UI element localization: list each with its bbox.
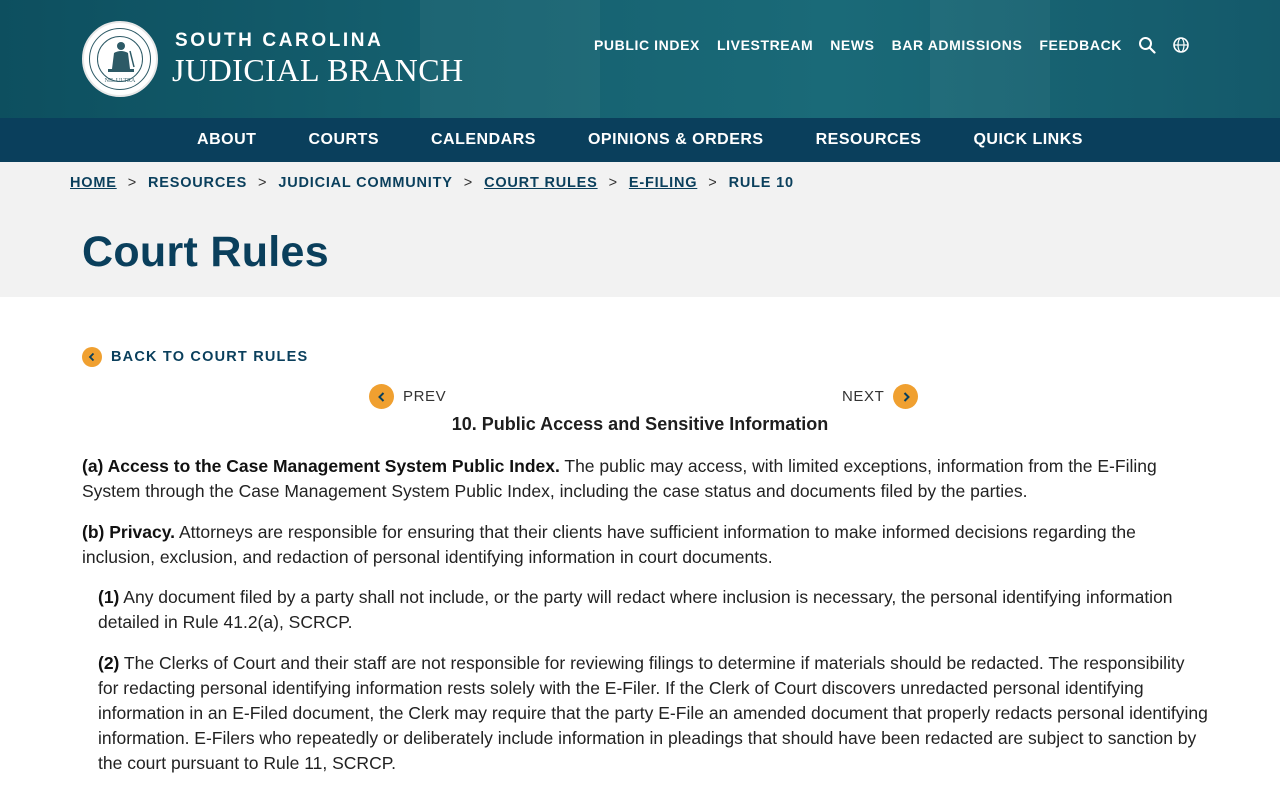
brand-state-name[interactable]: SOUTH CAROLINA	[175, 30, 384, 51]
breadcrumb-efiling[interactable]: E-FILING	[628, 175, 698, 191]
subparagraph-1-label: (1)	[98, 587, 120, 607]
breadcrumb-separator: >	[463, 175, 474, 191]
back-to-court-rules-link[interactable]	[82, 347, 308, 367]
nav-quick-links[interactable]: QUICK LINKS	[973, 131, 1083, 148]
util-link-livestream[interactable]: LIVESTREAM	[716, 37, 814, 53]
nav-about[interactable]: ABOUT	[197, 131, 257, 148]
page-title: Court Rules	[82, 228, 329, 276]
nav-courts[interactable]: COURTS	[308, 131, 379, 148]
breadcrumb-resources[interactable]: RESOURCES	[147, 175, 248, 191]
breadcrumb-separator: >	[258, 175, 268, 191]
breadcrumb-separator: >	[127, 175, 137, 191]
seal-figure-icon	[104, 39, 138, 77]
next-label: NEXT	[842, 388, 885, 405]
breadcrumb-separator: >	[708, 175, 718, 191]
main-nav	[0, 118, 1280, 162]
paragraph-a-text: The public may access, with limited exceptions, information from the E-Filing System through the Case Management System Public Index, including the case status and documents filed by the parties.	[82, 456, 1157, 501]
seal-motto: NIL ULTRA	[104, 78, 136, 84]
prev-label: PREV	[403, 388, 447, 405]
rule-heading: 10. Public Access and Sensitive Information	[451, 414, 829, 434]
utility-nav	[577, 36, 1190, 54]
breadcrumb-separator: >	[608, 175, 618, 191]
next-rule-button[interactable]	[842, 384, 918, 409]
chevron-right-icon	[893, 384, 918, 409]
seal-emblem	[82, 21, 158, 97]
util-link-public-index[interactable]: PUBLIC INDEX	[593, 37, 700, 53]
rule-paragraph-a	[82, 454, 1207, 504]
court-seal-logo[interactable]	[82, 21, 158, 97]
subparagraph-1-text: Any document filed by a party shall not include, or the party will redact where inclusion is necessary, the personal identifying information detailed in Rule 41.2(a), SCRCP.	[98, 587, 1173, 632]
paragraph-b-text: Attorneys are responsible for ensuring that their clients have sufficient information to make informed decisions regarding the inclusion, exclusion, and redaction of personal identifying information in court documents.	[82, 522, 1136, 567]
nav-resources[interactable]: RESOURCES	[815, 131, 922, 148]
nav-calendars[interactable]: CALENDARS	[431, 131, 536, 148]
subparagraph-2-text: The Clerks of Court and their staff are not responsible for reviewing filings to determine if materials should be redacted. The responsibility for redacting personal identifying information rests solely with the E-Filer. If the Clerk of Court discovers unredacted personal identifying information in an E-Filed document, the Clerk may require that the party E-File an amended document that properly redacts personal identifying information. E-Filers who repeatedly or deliberately include information in pleadings that should have been redacted are subject to sanction by the court pursuant to Rule 11, SCRCP.	[98, 653, 1208, 773]
breadcrumb-home[interactable]: HOME	[70, 175, 117, 191]
subparagraph-2-label: (2)	[98, 653, 120, 673]
rule-subparagraph-2	[98, 651, 1208, 776]
breadcrumb-court-rules[interactable]: COURT RULES	[484, 175, 598, 191]
search-icon[interactable]	[1138, 36, 1156, 54]
brand-title[interactable]: JUDICIAL BRANCH	[172, 52, 464, 88]
rule-subparagraph-1	[98, 585, 1208, 635]
site-header	[0, 0, 1280, 118]
globe-icon[interactable]	[1172, 36, 1190, 54]
breadcrumb-current: RULE 10	[728, 175, 794, 191]
breadcrumb	[70, 175, 794, 191]
nav-opinions-orders[interactable]: OPINIONS & ORDERS	[587, 131, 764, 148]
breadcrumb-judicial-community[interactable]: JUDICIAL COMMUNITY	[278, 175, 453, 191]
header-background-decoration	[930, 0, 1050, 118]
page-hero	[0, 162, 1280, 297]
rule-paragraph-b	[82, 520, 1192, 570]
util-link-feedback[interactable]: FEEDBACK	[1039, 37, 1122, 53]
chevron-left-icon	[82, 347, 102, 367]
back-link-label: BACK TO COURT RULES	[111, 349, 309, 365]
paragraph-a-label: (a) Access to the Case Management System Public Index.	[82, 456, 560, 476]
chevron-left-icon	[369, 384, 394, 409]
util-link-news[interactable]: NEWS	[830, 37, 875, 53]
paragraph-b-label: (b) Privacy.	[82, 522, 176, 542]
util-link-bar-admissions[interactable]: BAR ADMISSIONS	[891, 37, 1023, 53]
prev-rule-button[interactable]	[369, 384, 446, 409]
